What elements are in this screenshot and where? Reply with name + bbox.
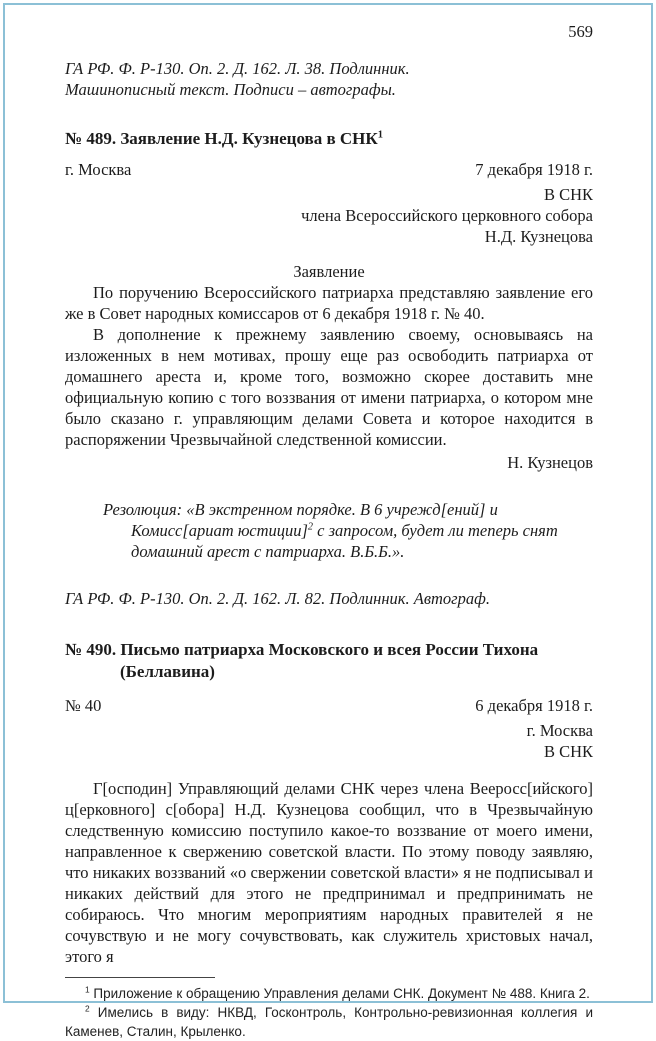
footnote-2-marker: 2 bbox=[85, 1003, 90, 1014]
doc-490-place: г. Москва bbox=[526, 721, 593, 740]
doc-489-addressee-block bbox=[65, 184, 593, 247]
doc-489-place: г. Москва bbox=[65, 160, 132, 179]
addressee-line: члена Всероссийского церковного собора bbox=[301, 206, 593, 225]
archive-reference-line: Машинописный текст. Подписи – автографы. bbox=[65, 80, 396, 99]
doc-489-resolution bbox=[65, 499, 579, 562]
footnote-divider bbox=[65, 977, 215, 978]
doc-489-paragraph-1: По поручению Всероссийского патриарха представляю заявление его же в Совет народных комиссаров от 6 декабря 1918 г. № 40. bbox=[65, 283, 593, 323]
footnotes-section bbox=[65, 977, 593, 1041]
doc-489-paragraph-2: В дополнение к прежнему заявлению своему, основываясь на изложенных в нем мотивах, прошу еще раз освободить патриарха от домашнего ареста и, кроме того, возможно скорее доставить мне официальную копию с того воззвания от имени патриарха, о котором мне было сказано г. управляющим делами Совета и которое находится в распоряжении Чрезвычайной следственной комиссии. bbox=[65, 325, 593, 449]
doc-489-date: 7 декабря 1918 г. bbox=[475, 160, 593, 179]
resolution-footnote-marker: 2 bbox=[307, 521, 314, 533]
archive-reference-bottom: ГА РФ. Ф. Р-130. Оп. 2. Д. 162. Л. 82. Подлинник. Автограф. bbox=[65, 589, 490, 608]
page-frame bbox=[3, 3, 653, 1039]
resolution-text: с запросом, будет ли теперь снят домашний арест с патриарха. В.Б.Б.». bbox=[131, 521, 558, 561]
archive-reference-top bbox=[65, 58, 593, 100]
doc-489-place-date-row bbox=[65, 159, 593, 180]
doc-489-signature: Н. Кузнецов bbox=[507, 453, 593, 472]
doc-490-meta-block bbox=[65, 695, 593, 762]
footnote-2-text: Имелись в виду: НКВД, Госконтроль, Контрольно-ревизионная коллегия и Каменев, Сталин, Крыленко. bbox=[65, 1005, 593, 1039]
footnote-1 bbox=[65, 984, 593, 1003]
doc-489-heading-text: № 489. Заявление Н.Д. Кузнецова в СНК bbox=[65, 129, 378, 148]
footnote-1-text: Приложение к обращению Управления делами СНК. Документ № 488. Книга 2. bbox=[93, 986, 590, 1001]
doc-489-title: Заявление bbox=[293, 262, 365, 281]
page-number: 569 bbox=[568, 22, 593, 41]
addressee-line: В СНК bbox=[543, 185, 593, 204]
doc-490-date: 6 декабря 1918 г. bbox=[475, 696, 593, 715]
footnote-2 bbox=[65, 1003, 593, 1041]
footnote-1-marker: 1 bbox=[85, 984, 90, 995]
doc-490-heading: № 490. Письмо патриарха Московского и всея России Тихона (Беллавина) bbox=[65, 640, 539, 681]
doc-489-footnote-marker: 1 bbox=[377, 129, 383, 141]
doc-490-number: № 40 bbox=[65, 696, 102, 715]
archive-reference-line: ГА РФ. Ф. Р-130. Оп. 2. Д. 162. Л. 38. Подлинник. bbox=[65, 59, 410, 78]
doc-489-heading bbox=[65, 128, 593, 150]
doc-490-addressee: В СНК bbox=[543, 742, 593, 761]
addressee-line: Н.Д. Кузнецова bbox=[484, 227, 593, 246]
resolution-text: Резолюция: «В экстренном порядке. В 6 учрежд[ений] и Комисс[ариат юстиции] bbox=[103, 500, 498, 540]
doc-490-number-date-row bbox=[65, 695, 593, 716]
doc-490-paragraph: Г[осподин] Управляющий делами СНК через члена Вееросс[ийского] ц[ерковного] с[обора] Н.Д. Кузнецова сообщил, что в Чрезвычайную следственную комиссию поступило какое-то воззвание от моего имени, направленное к свержению советской власти. По этому поводу заявляю, что никаких воззваний «о свержении советской власти» я не подписывал и никаких действий для этого не предпринимал и предпринимать не собираюсь. Что многим мероприятиям народных правителей я не сочувствую и не могу сочувствовать, как служитель христовых начал, этого я bbox=[65, 779, 593, 966]
